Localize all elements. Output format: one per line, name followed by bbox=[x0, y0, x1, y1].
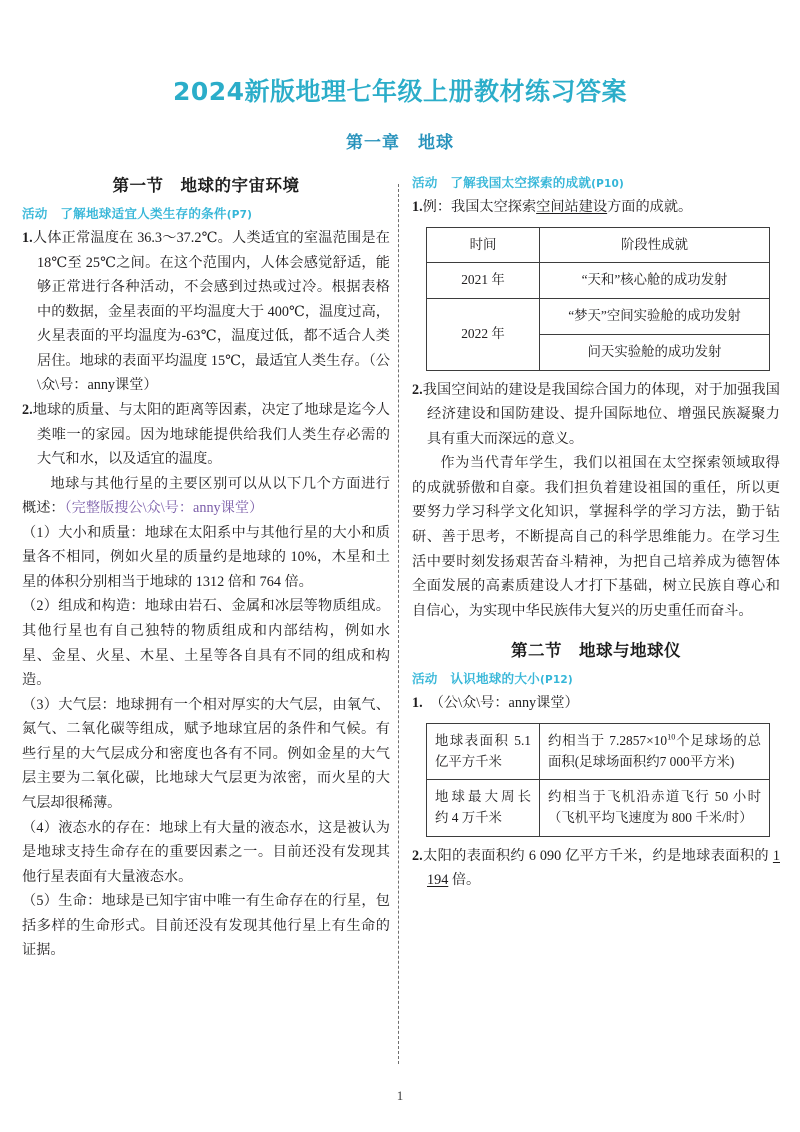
space-achievements-table bbox=[426, 227, 770, 371]
table-cell-achievement: “天和”核心舱的成功发射 bbox=[540, 263, 770, 299]
value-after: 个足球场的总面积(足球场面积约7 000平方米) bbox=[548, 732, 761, 769]
earth-size-table bbox=[426, 723, 770, 837]
table-row bbox=[427, 723, 770, 780]
right-activity-heading-2 bbox=[412, 668, 780, 687]
two-column-body bbox=[0, 172, 800, 1077]
item-number: 1. bbox=[22, 230, 33, 246]
table-cell-value bbox=[540, 723, 770, 780]
value-exponent: 10 bbox=[667, 732, 676, 742]
table-cell-value: 约相当于飞机沿赤道飞行 50 小时（飞机平均飞速度为 800 千米/时） bbox=[540, 780, 770, 837]
activity-page-ref: (P10) bbox=[591, 178, 625, 190]
activity-page-ref: (P12) bbox=[539, 674, 573, 687]
item-text-after: 倍。 bbox=[448, 872, 481, 889]
item-text-after: 方面的成就。 bbox=[607, 199, 693, 215]
left-sub-item-2: （2）组成和构造：地球由岩石、金属和冰层等物质组成。其他行星也有自己独特的物质组成和内部结构，例如水星、金星、火星、木星、土星等各自具有不同的组成和构造。 bbox=[22, 598, 390, 689]
item-text: （公\众\号：anny课堂） bbox=[429, 695, 579, 712]
activity-name: 认识地球的大小 bbox=[437, 671, 540, 687]
right-section-title: 第二节 地球与地球仪 bbox=[511, 641, 681, 661]
table-row bbox=[427, 263, 770, 299]
activity-page-ref: (P7) bbox=[226, 209, 253, 221]
item-text-underlined: 空间站建设 bbox=[536, 199, 608, 215]
table-row bbox=[427, 780, 770, 837]
activity-name: 了解我国太空探索的成就 bbox=[437, 175, 592, 190]
item-number: 1. bbox=[412, 199, 423, 215]
item-text: 地球的质量、与太阳的距离等因素，决定了地球是迄今人类唯一的家园。因为地球能提供给我们人类生存必需的大气和水，以及适宜的温度。 bbox=[32, 401, 390, 468]
page-number: 1 bbox=[396, 1088, 404, 1103]
item-text-underlined: 1 194 bbox=[427, 847, 780, 889]
left-sub-item-4: （4）液态水的存在：地球上有大量的液态水，这是被认为是地球支持生命存在的重要因素之一。目前还没有发现其他行星表面有大量液态水。 bbox=[22, 819, 390, 885]
left-intro-paragraph bbox=[22, 472, 390, 521]
table-cell-label: 地球最大周长 约 4 万千米 bbox=[427, 780, 540, 837]
left-item-1 bbox=[22, 226, 390, 398]
left-column bbox=[22, 172, 390, 963]
item-number: 2. bbox=[412, 381, 423, 398]
value-before: 约相当于 7.2857×10 bbox=[548, 732, 668, 748]
activity-label: 活动 bbox=[412, 175, 438, 190]
table-row bbox=[427, 299, 770, 335]
table-cell-achievement: “梦天”空间实验舱的成功发射 bbox=[540, 299, 770, 335]
item-number: 2. bbox=[412, 847, 423, 864]
item-text-before: 太阳的表面积约 6 090 亿平方千米，约是地球表面积的 bbox=[422, 847, 773, 864]
activity-label: 活动 bbox=[412, 671, 438, 687]
left-sub-item-1: （1）大小和质量：地球在太阳系中与其他行星的大小和质量各不相同，例如火星的质量约是地球的 10%，木星和土星的体积分别相当于地球的 1312 倍和 764 倍。 bbox=[22, 524, 390, 590]
right-item-2-paragraph: 作为当代青年学生，我们以祖国在太空探索领域取得的成就骄傲和自豪。我们担负着建设祖国的重任，所以更要努力学习科学文化知识，掌握科学的学习方法，勤于钻研、善于思考，不断提高自己的科学思维能力。在学习生活中要时刻发扬艰苦奋斗精神，为把自己培养成为德智体全面发展的高素质建设人才打下基础，树立民族自尊心和自信心，为实现中华民族伟大复兴的历史重任而奋斗。 bbox=[412, 455, 780, 619]
right-column bbox=[412, 172, 780, 893]
right-item-3 bbox=[412, 691, 780, 716]
left-sub-item-5: （5）生命：地球是已知宇宙中唯一有生命存在的行星，包括多样的生命形式。目前还没有发现其他行星上有生命的证据。 bbox=[22, 893, 390, 959]
table-header-time: 时间 bbox=[427, 227, 540, 263]
right-item-4 bbox=[412, 844, 780, 893]
right-item-2 bbox=[412, 378, 780, 452]
chapter-heading: 第一章 地球 bbox=[346, 132, 454, 153]
right-activity-heading-1 bbox=[412, 172, 780, 191]
item-text-before: 例：我国太空探索 bbox=[422, 199, 537, 215]
table-cell-label: 地球表面积 5.1 亿平方千米 bbox=[427, 723, 540, 780]
item-text: 我国空间站的建设是我国综合国力的体现，对于加强我国经济建设和国防建设、提升国际地位、增强民族凝聚力具有重大而深远的意义。 bbox=[422, 381, 780, 447]
left-section-title: 第一节 地球的宇宙环境 bbox=[112, 176, 300, 195]
table-header-row bbox=[427, 227, 770, 263]
activity-label: 活动 bbox=[22, 206, 48, 221]
table-cell-time: 2021 年 bbox=[427, 263, 540, 299]
activity-name: 了解地球适宜人类生存的条件 bbox=[47, 206, 227, 221]
left-sub-item-3: （3）大气层：地球拥有一个相对厚实的大气层，由氧气、氮气、二氧化碳等组成，赋予地球宜居的条件和气候。有些行星的大气层成分和密度也各有不同。例如金星的大气层主要为二氧化碳，比地球大气层更为浓密，而火星的大气层却很稀薄。 bbox=[22, 696, 390, 811]
table-cell-time: 2022 年 bbox=[427, 299, 540, 371]
intro-text: 地球与其他行星的主要区别可以从以下几个方面进行概述： bbox=[22, 475, 390, 517]
left-item-2 bbox=[22, 398, 390, 472]
item-number: 1. bbox=[412, 695, 423, 712]
table-cell-achievement: 问天实验舱的成功发射 bbox=[540, 334, 770, 370]
column-divider bbox=[398, 184, 399, 1064]
table-header-achievement: 阶段性成就 bbox=[540, 227, 770, 263]
left-activity-heading bbox=[22, 203, 390, 222]
item-number: 2. bbox=[22, 401, 33, 418]
item-text: 人体正常温度在 36.3～37.2℃。人类适宜的室温范围是在 18℃至 25℃之间。在这个范围内，人体会感觉舒适，能够正常进行各种活动，不会感到过热或过冷。根据表格中的数据，金星表面的平均温度大于 400℃，温度过高，火星表面的平均温度为-63℃，温度过低，都不适合人类居住。地球的表面平均温度 15℃，最适宜人类生存。（公\众\号：anny课堂） bbox=[32, 230, 390, 394]
right-item-1 bbox=[412, 195, 780, 220]
page-title: 2024新版地理七年级上册教材练习答案 bbox=[172, 77, 628, 106]
promo-text: （完整版搜公\众\号：anny课堂） bbox=[64, 500, 264, 517]
